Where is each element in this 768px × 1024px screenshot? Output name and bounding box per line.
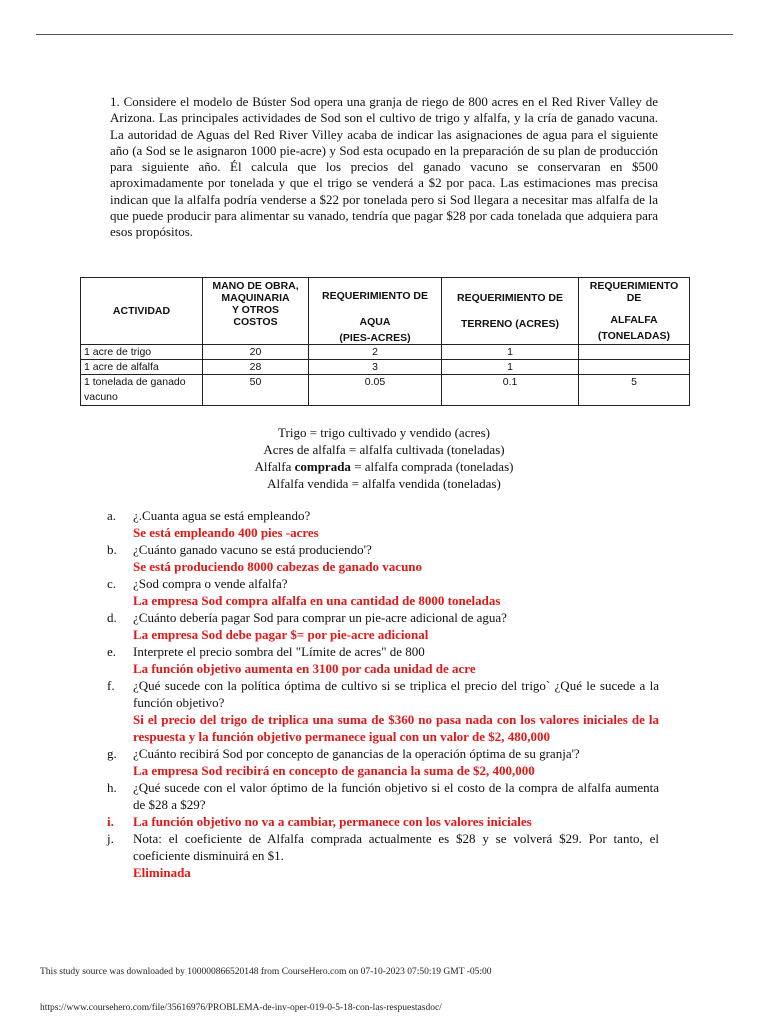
answer-text: La función objetivo no va a cambiar, permanece con los valores iniciales xyxy=(133,814,532,829)
table-row xyxy=(81,375,690,406)
question-letter: j. xyxy=(107,831,114,846)
cell-agua: 0.05 xyxy=(309,375,442,406)
definition-trigo: Trigo = trigo cultivado y vendido (acres) xyxy=(278,425,490,440)
cell-terreno: 1 xyxy=(442,360,579,375)
requirements-table xyxy=(80,277,690,406)
list-item xyxy=(107,830,659,881)
list-item xyxy=(107,745,659,779)
question-letter: d. xyxy=(107,610,117,625)
list-item xyxy=(107,643,659,677)
answer-text: La empresa Sod recibirá en concepto de ganancia la suma de $2, 400,000 xyxy=(133,763,535,778)
header-alfalfa: REQUERIMIENTO DE ALFALFA (TONELADAS) xyxy=(579,278,690,345)
question-letter: f. xyxy=(107,678,115,693)
cell-mano: 50 xyxy=(203,375,309,406)
header-mano-de-obra: MANO DE OBRA, MAQUINARIA Y OTROS COSTOS xyxy=(203,278,309,345)
header-terreno: REQUERIMIENTO DE TERRENO (ACRES) xyxy=(442,278,579,345)
question-letter: e. xyxy=(107,644,117,659)
list-item xyxy=(107,575,659,609)
cell-alfalfa: 5 xyxy=(579,375,690,406)
cell-alfalfa xyxy=(579,345,690,360)
question-letter: a. xyxy=(107,508,117,523)
question-text: ¿Cuánto ganado vacuno se está produciendo'? xyxy=(133,542,372,557)
question-text: ¿Sod compra o vende alfalfa? xyxy=(133,576,288,591)
definition-alfalfa-vendida: Alfalfa vendida = alfalfa vendida (toneladas) xyxy=(267,476,501,491)
header-agua: REQUERIMIENTO DE AQUA (PIES-ACRES) xyxy=(309,278,442,345)
question-letter: g. xyxy=(107,746,117,761)
answer-text: La empresa Sod compra alfalfa en una cantidad de 8000 toneladas xyxy=(133,593,501,608)
header-actividad: ACTIVIDAD xyxy=(81,278,203,345)
question-letter: b. xyxy=(107,542,117,557)
question-letter: h. xyxy=(107,780,117,795)
top-rule xyxy=(36,34,733,35)
list-item xyxy=(107,609,659,643)
table-row xyxy=(81,345,690,360)
variable-definitions xyxy=(200,424,568,492)
cell-terreno: 0.1 xyxy=(442,375,579,406)
cell-actividad: 1 tonelada de ganado vacuno xyxy=(81,375,203,406)
table-header-row xyxy=(81,278,690,345)
list-item xyxy=(107,813,659,830)
definition-alfalfa-comprada: Alfalfa comprada = alfalfa comprada (toneladas) xyxy=(254,459,514,474)
download-notice: This study source was downloaded by 100000866520148 from CourseHero.com on 07-10-2023 07:50:19 GMT -05:00 xyxy=(40,967,492,977)
cell-agua: 3 xyxy=(309,360,442,375)
question-letter: c. xyxy=(107,576,117,591)
table-row xyxy=(81,360,690,375)
cell-actividad: 1 acre de trigo xyxy=(81,345,203,360)
cell-agua: 2 xyxy=(309,345,442,360)
source-url[interactable]: https://www.coursehero.com/file/35616976/PROBLEMA-de-inv-oper-019-0-5-18-con-las-respuestasdoc/ xyxy=(40,1003,442,1013)
answer-text: La empresa Sod debe pagar $= por pie-acre adicional xyxy=(133,627,429,642)
question-text: ¿Cuánto debería pagar Sod para comprar un pie-acre adicional de agua? xyxy=(133,610,507,625)
answer-text: Eliminada xyxy=(133,865,191,880)
definition-acres-alfalfa: Acres de alfalfa = alfalfa cultivada (toneladas) xyxy=(263,442,505,457)
problem-statement: 1. Considere el modelo de Búster Sod opera una granja de riego de 800 acres en el Red River Valley de Arizona. Las principales actividades de Sod son el cultivo de trigo y alfalfa, y la cría de ganado vacuna. La autoridad de Aguas del Red River Villey acaba de indicar las asignaciones de agua para el siguiente año (a Sod se le asignaron 1000 pie-acre) y Sod esta ocupado en la preparación de su plan de producción para siguiente año. Él calcula que los precios del ganado vacuno se conservaran en $500 aproximadamente por tonelada y que el trigo se venderá a $2 por paca. Las estimaciones mas precisa indican que la alfalfa podría venderse a $22 por tonelada pero si Sod llegara a necesitar mas alfalfa de la que puede producir para alimentar su vanado, tendría que pagar $28 por cada tonelada que adquiera para esos propósitos. xyxy=(110,94,658,240)
cell-terreno: 1 xyxy=(442,345,579,360)
question-text: Interprete el precio sombra del "Límite de acres" de 800 xyxy=(133,644,425,659)
cell-actividad: 1 acre de alfalfa xyxy=(81,360,203,375)
answer-text: Se está empleando 400 pies -acres xyxy=(133,525,319,540)
list-item xyxy=(107,507,659,541)
cell-mano: 20 xyxy=(203,345,309,360)
list-item xyxy=(107,541,659,575)
answer-text: Se está produciendo 8000 cabezas de ganado vacuno xyxy=(133,559,423,574)
question-letter: i. xyxy=(107,814,114,829)
question-text: ¿.Cuanta agua se está empleando? xyxy=(133,508,311,523)
answer-text: Si el precio del trigo de triplica una suma de $360 no pasa nada con los valores iniciales de la respuesta y la función objetivo permanece igual con un valor de $2, 480,000 xyxy=(133,712,659,744)
question-text: ¿Qué sucede con la política óptima de cultivo si se triplica el precio del trigo` ¿Qué le sucede a la función objetivo? xyxy=(133,678,659,710)
answer-text: La función objetivo aumenta en 3100 por cada unidad de acre xyxy=(133,661,476,676)
cell-mano: 28 xyxy=(203,360,309,375)
list-item xyxy=(107,677,659,745)
cell-alfalfa xyxy=(579,360,690,375)
list-item xyxy=(107,779,659,813)
question-text: ¿Cuánto recibirá Sod por concepto de ganancias de la operación óptima de su granja'? xyxy=(133,746,580,761)
question-text: Nota: el coeficiente de Alfalfa comprada actualmente es $28 y se volverá $29. Por tanto, el coeficiente disminuirá en $1. xyxy=(133,831,659,863)
question-text: ¿Qué sucede con el valor óptimo de la función objetivo si el costo de la compra de alfalfa aumenta de $28 a $29? xyxy=(133,780,659,812)
question-list xyxy=(107,507,659,881)
